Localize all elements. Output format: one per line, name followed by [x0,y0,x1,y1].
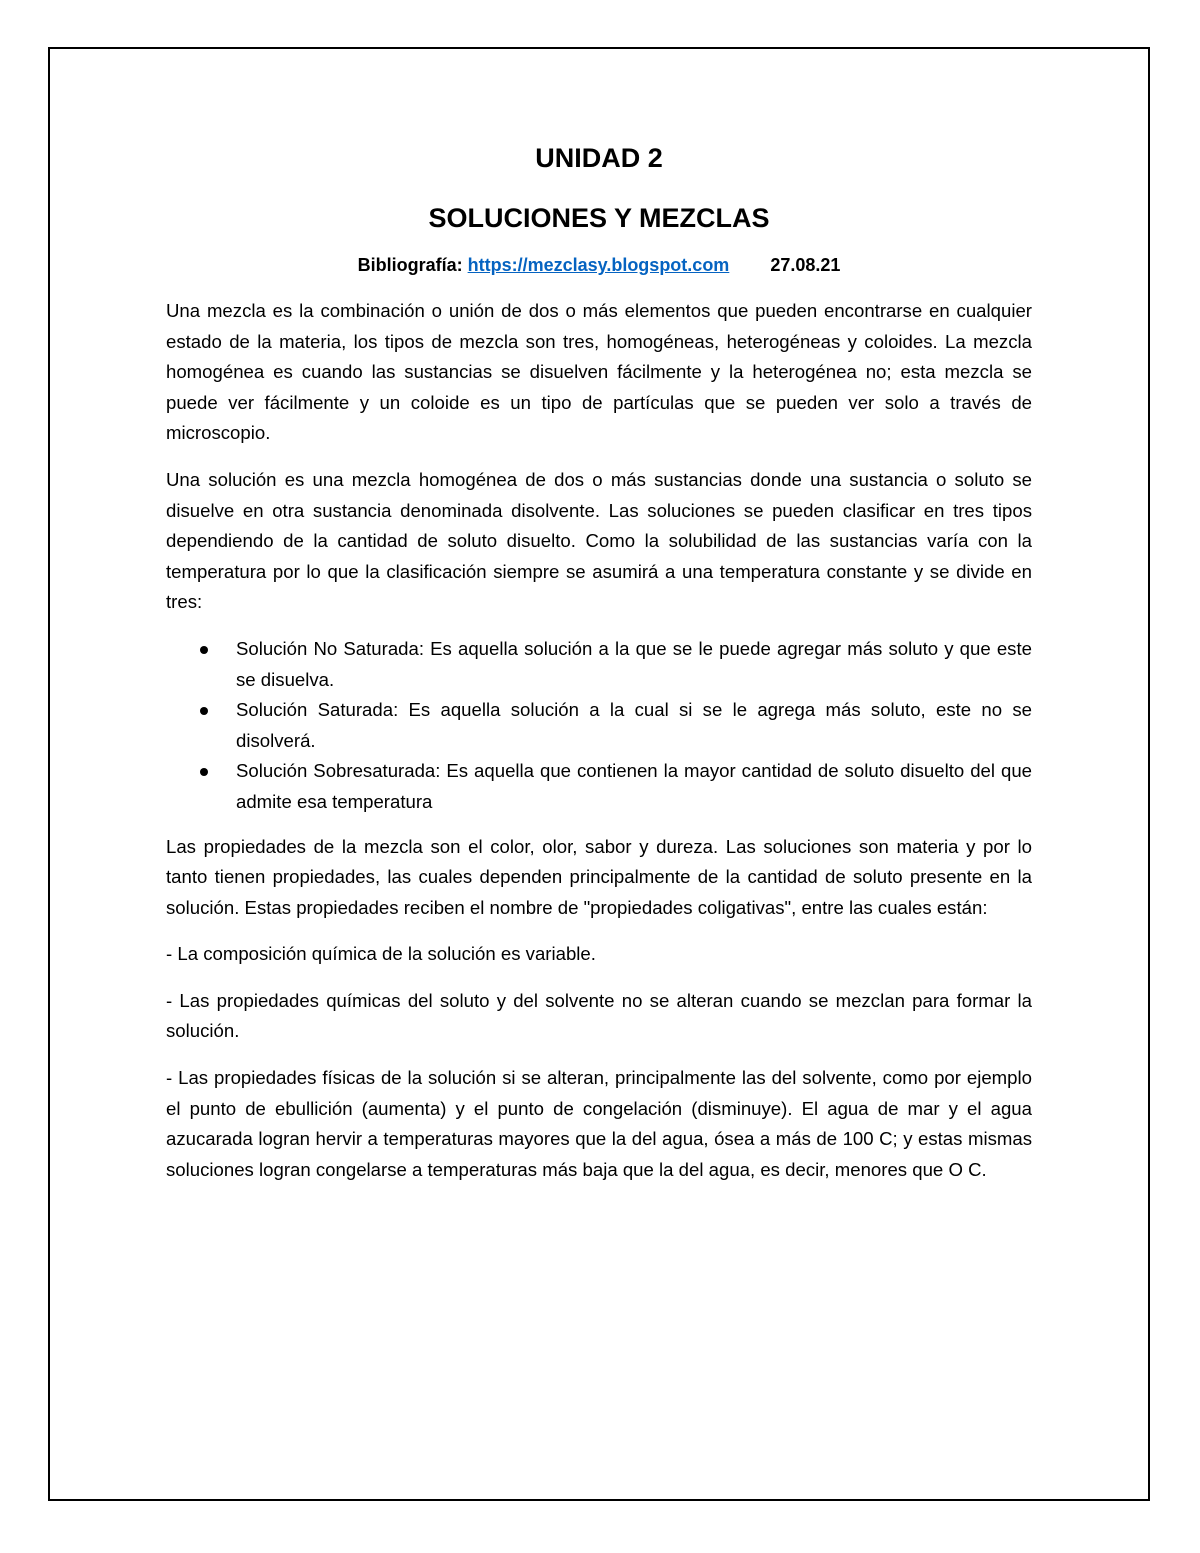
list-item [166,756,1032,817]
bullet-icon [200,646,208,654]
document-date: 27.08.21 [770,255,841,275]
list-item [166,695,1032,756]
paragraph-fisicas: - Las propiedades físicas de la solución si se alteran, principalmente las del solvente, como por ejemplo el punto de ebullición (aumenta) y el punto de congelación (disminuye). El agua de mar y el agua azucarada logran hervir a temperaturas mayores que la del agua, ósea a más de 100 C; y estas mismas soluciones logran congelarse a temperaturas más baja que la del agua, es decir, menores que O C. [166,1067,1032,1180]
topic-title: SOLUCIONES Y MEZCLAS [428,203,770,233]
paragraph-propiedades: Las propiedades de la mezcla son el color, olor, sabor y dureza. Las soluciones son materia y por lo tanto tienen propiedades, las cuales dependen principalmente de la cantidad de soluto presente en la solución. Estas propiedades reciben el nombre de "propiedades coligativas", entre las cuales están: [166,835,1032,918]
list-item-text: Solución No Saturada: Es aquella solución a la que se le puede agregar más soluto y que este se disuelva. [236,637,1032,690]
paragraph-quimicas: - Las propiedades químicas del soluto y del solvente no se alteran cuando se mezclan para formar la solución. [166,989,1032,1042]
bibliography-line [166,252,1032,278]
paragraph-composicion: - La composición química de la solución es variable. [166,943,596,965]
solution-types-list [166,634,1032,818]
unit-title: UNIDAD 2 [535,143,663,173]
bibliography-link[interactable]: https://mezclasy.blogspot.com [467,255,730,275]
bibliography-label: Bibliografía: [357,255,463,275]
paragraph-mezcla: Una mezcla es la combinación o unión de dos o más elementos que pueden encontrarse en cualquier estado de la materia, los tipos de mezcla son tres, homogéneas, heterogéneas y coloides. La mezcla homogénea es cuando las sustancias se disuelven fácilmente y la heterogénea no; esta mezcla se puede ver fácilmente y un coloide es un tipo de partículas que se pueden ver solo a través de microscopio. [166,300,1032,444]
list-item-text: Solución Sobresaturada: Es aquella que contienen la mayor cantidad de soluto disuelto del que admite esa temperatura [236,760,1032,812]
bullet-icon [200,768,208,776]
paragraph-solucion: Una solución es una mezcla homogénea de dos o más sustancias donde una sustancia o soluto se disuelve en otra sustancia denominada disolvente. Las soluciones se pueden clasificar en tres tipos dependiendo de la cantidad de soluto disuelto. Como la solubilidad de las sustancias varía con la temperatura por lo que la clasificación siempre se asumirá a una temperatura constante y se divide en tres: [166,468,1032,613]
list-item-text: Solución Saturada: Es aquella solución a la cual si se le agrega más soluto, este no se disolverá. [236,699,1032,751]
list-item [166,634,1032,695]
bullet-icon [200,707,208,715]
document-content [166,140,1032,1201]
